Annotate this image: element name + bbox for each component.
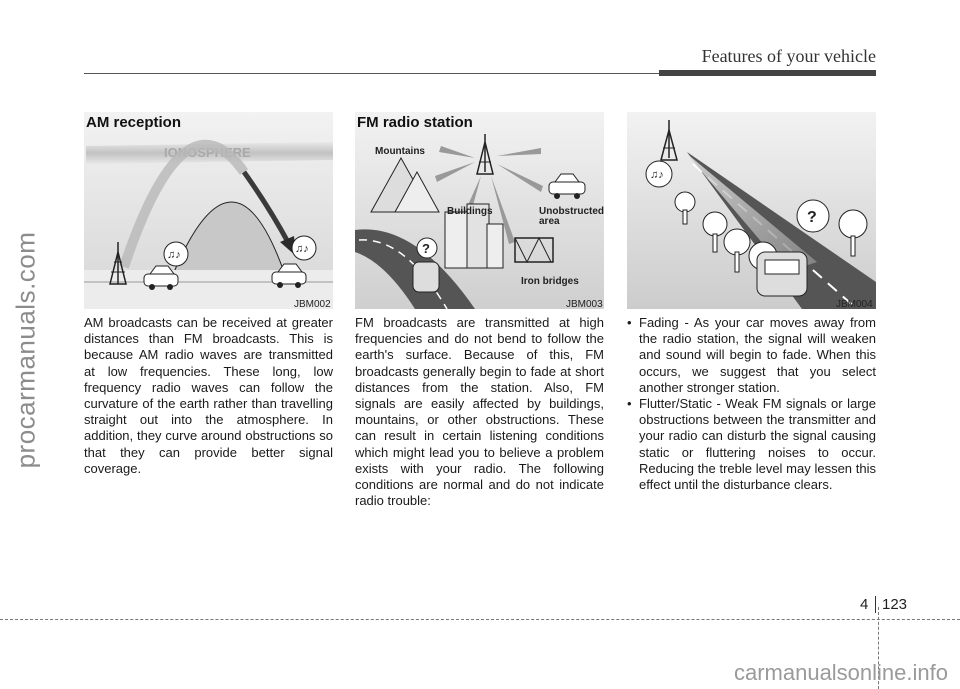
fm-radio-station-figure [355, 112, 604, 309]
fm-paragraph: FM broadcasts are transmitted at high frequencies and do not bend to follow the earth's surface. Because of this, FM broadcasts generally begin to fade at short distances from the station. Also, FM signals are easily affected by buildings, mountains, or other obstructions. These can result in certain listening conditions which might lead you to believe a problem exists with your radio. The following conditions are normal and do not indicate radio trouble: [355, 315, 604, 509]
svg-text:♫♪: ♫♪ [650, 169, 664, 181]
bullet-mark: • [627, 396, 632, 412]
am-figure-title: AM reception [86, 114, 182, 131]
am-paragraph: AM broadcasts can be received at greater distances than FM broadcasts. This is because AM radio waves are transmitted at low frequencies. These long, low frequency radio waves can follow the curvature of the earth rather than travelling straight out into the atmosphere. In addition, they curve around obstructions so that they can provide better signal coverage. [84, 315, 333, 476]
signal-fading-figure [627, 112, 876, 309]
label-buildings: Buildings [447, 206, 493, 217]
side-watermark-text: procarmanuals.com [10, 231, 41, 469]
fading-question-mark: ? [807, 209, 817, 226]
am-reception-figure [84, 112, 333, 309]
car-icon [757, 252, 807, 296]
figure-code-fading: JBM004 [836, 299, 873, 310]
signal-fading-illustration [627, 112, 876, 309]
list-item [627, 396, 876, 493]
bullet-text: Flutter/Static - Weak FM signals or large obstructions between the transmitter and your radio can disturb the signal causing static or fluttering noises to occur. Reducing the treble level may lessen this effect until the disturbance clears. [639, 396, 876, 493]
svg-text:♫♪: ♫♪ [167, 249, 181, 261]
fm-figure-title: FM radio station [357, 114, 473, 131]
label-unobstructed: Unobstructed [539, 206, 604, 217]
page-number-divider [875, 596, 876, 613]
conditions-list [627, 315, 876, 493]
question-bubble-icon [417, 238, 437, 258]
footer-rule [0, 619, 960, 620]
label-area: area [539, 216, 560, 227]
ionosphere-label: IONOSPHERE [164, 145, 251, 160]
fm-station-illustration [355, 112, 604, 309]
bullet-text: Fading - As your car moves away from the radio station, the signal will weaken and sound will begin to fade. When this occurs, we suggest that you select another stronger station. [639, 315, 876, 395]
fm-question-mark: ? [422, 241, 430, 256]
page-number: 123 [882, 596, 908, 613]
music-bubble-icon [646, 161, 672, 187]
side-watermark [6, 190, 46, 510]
list-item [627, 315, 876, 396]
bottom-watermark: carmanualsonline.info [733, 660, 948, 685]
figure-code-fm: JBM003 [566, 299, 603, 310]
svg-text:♫♪: ♫♪ [295, 243, 309, 255]
page-header-title: Features of your vehicle [701, 46, 876, 66]
header-rule-bold [659, 70, 876, 76]
figure-code-am: JBM002 [294, 299, 331, 310]
chapter-number: 4 [860, 596, 869, 613]
bullet-mark: • [627, 315, 632, 330]
label-mountains: Mountains [375, 146, 425, 157]
am-reception-illustration [84, 112, 333, 309]
question-bubble-icon [797, 200, 829, 232]
label-iron-bridges: Iron bridges [521, 276, 579, 287]
header-rule [84, 73, 659, 74]
